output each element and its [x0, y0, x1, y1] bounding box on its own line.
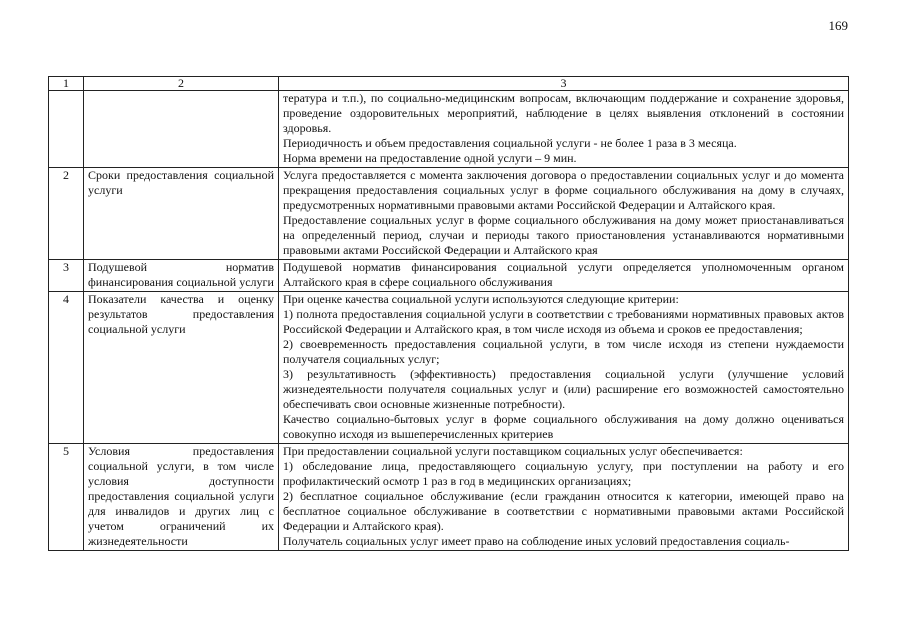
row-description: [279, 168, 849, 260]
table-row: [49, 292, 849, 444]
description-paragraph: При оценке качества социальной услуги используются следующие критерии:: [283, 292, 679, 306]
row-description: [279, 444, 849, 551]
row-description: [279, 292, 849, 444]
row-description: [279, 91, 849, 168]
description-paragraph: тература и т.п.), по социально-медицинским вопросам, включающим поддержание и сохранение здоровья, проведение оздоровительных мероприятий, наблюдение в целях выявления отклонений в состоянии здоровья.: [283, 91, 844, 135]
description-paragraph: Услуга предоставляется с момента заключения договора о предоставлении социальных услуг и до момента прекращения предоставления социальных услуг в форме социального обслуживания на дому в случаях, предусмотренных нормативными правовыми актами Российской Федерации и Алтайского края.: [283, 168, 844, 212]
column-header: 3: [279, 77, 849, 91]
table-row: [49, 168, 849, 260]
description-paragraph: При предоставлении социальной услуги поставщиком социальных услуг обеспечивается:: [283, 444, 743, 458]
column-header: 1: [49, 77, 84, 91]
row-name: Сроки предоставления социальной услуги: [84, 168, 279, 260]
row-name: Показатели качества и оценку результатов предоставления социальной услуги: [84, 292, 279, 444]
description-paragraph: 1) полнота предоставления социальной услуги в соответствии с требованиями нормативных правовых актов Российской Федерации и Алтайского края, в том числе исходя из объема и сроков ее предоставления;: [283, 307, 844, 336]
row-name: [84, 91, 279, 168]
table-row: [49, 444, 849, 551]
description-paragraph: Получатель социальных услуг имеет право на соблюдение иных условий предоставления социаль-: [283, 534, 790, 548]
page-number: 169: [828, 18, 848, 33]
table-header-row: [49, 77, 849, 91]
description-paragraph: Предоставление социальных услуг в форме социального обслуживания на дому может приостанавливаться на определенный период, случаи и периоды такого приостановления устанавливаются нормативными правовыми актами Российской Федерации и Алтайского края: [283, 213, 844, 257]
description-paragraph: 2) бесплатное социальное обслуживание (если гражданин относится к категории, имеющей право на бесплатное социальное обслуживание в соответствии с нормативными правовыми актами Российской Федерации и Алтайского края).: [283, 489, 844, 533]
row-number: 2: [49, 168, 84, 260]
row-number: 4: [49, 292, 84, 444]
row-name: Подушевой норматив финансирования социальной услуги: [84, 260, 279, 292]
description-paragraph: Подушевой норматив финансирования социальной услуги определяется уполномоченным органом Алтайского края в сфере социального обслуживания: [283, 260, 844, 289]
row-name: Условия предоставления социальной услуги, в том числе условия доступности предоставления социальной услуги для инвалидов и других лиц с учетом ограничений их жизнедеятельности: [84, 444, 279, 551]
table-row: [49, 260, 849, 292]
row-number: [49, 91, 84, 168]
table-row: [49, 91, 849, 168]
description-paragraph: 3) результативность (эффективность) предоставления социальной услуги (улучшение условий жизнедеятельности получателя социальных услуг и (или) расширение его возможностей самостоятельно обеспечивать свои основные жизненные потребности).: [283, 367, 844, 411]
row-description: [279, 260, 849, 292]
description-paragraph: 2) своевременность предоставления социальной услуги, в том числе исходя из степени нуждаемости получателя социальных услуг;: [283, 337, 844, 366]
description-paragraph: Качество социально-бытовых услуг в форме социального обслуживания на дому должно оцениваться совокупно исходя из вышеперечисленных критериев: [283, 412, 844, 441]
column-header: 2: [84, 77, 279, 91]
row-number: 3: [49, 260, 84, 292]
description-paragraph: Периодичность и объем предоставления социальной услуги - не более 1 раза в 3 месяца.: [283, 136, 737, 150]
row-number: 5: [49, 444, 84, 551]
description-paragraph: 1) обследование лица, предоставляющего социальную услугу, при поступлении на работу и его профилактический осмотр 1 раз в год в медицинских организациях;: [283, 459, 844, 488]
services-table: [48, 76, 849, 551]
description-paragraph: Норма времени на предоставление одной услуги – 9 мин.: [283, 151, 577, 165]
